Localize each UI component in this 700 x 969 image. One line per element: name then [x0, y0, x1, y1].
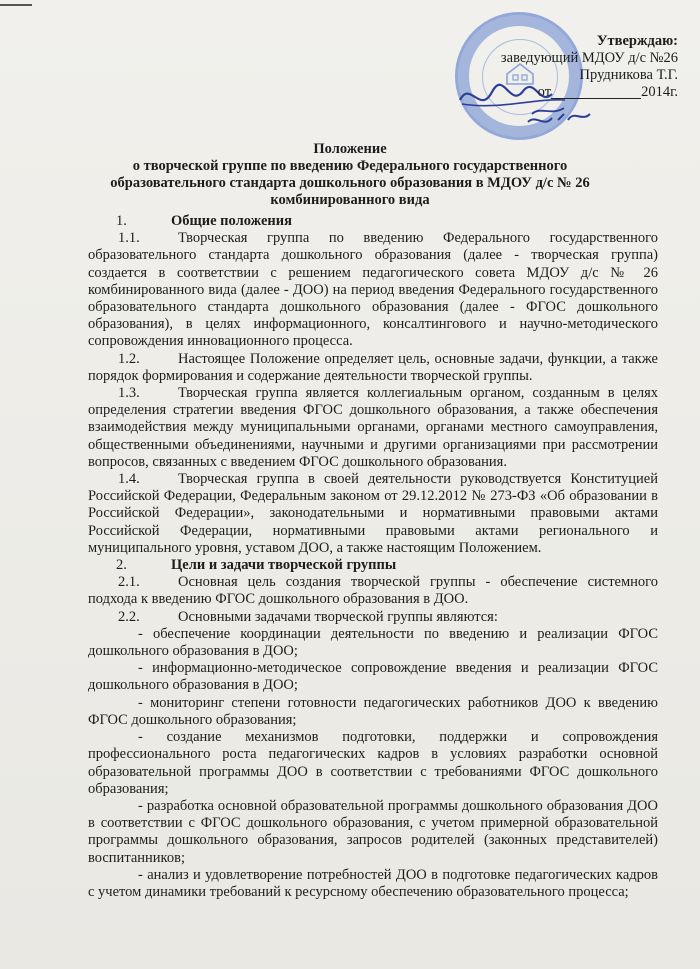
approval-name: Прудникова Т.Г. [579, 67, 678, 83]
paragraph [88, 574, 658, 608]
paragraph-number: 1.3. [118, 385, 140, 402]
paragraph-text: Основная цель создания творческой группы - обеспечение системного подхода к введению ФГОС дошкольного образования в ДОО. [88, 574, 658, 608]
approval-title: Утверждаю: [596, 33, 678, 49]
paragraph-text: Творческая группа в своей деятельности руководствуется Конституцией Российской Федерации, Федеральным законом от 29.12.2012 № 273-ФЗ «Об образовании в Российской Федерации», законодательными и нормативными правовыми актами Российской Федерации, нормативными правовыми актами регионального и муниципального уровня, уставом ДОО, а также настоящим Положением. [88, 471, 658, 556]
paragraph-number: 1.1. [118, 230, 140, 247]
task-bullet: - анализ и удовлетворение потребностей ДОО в подготовке педагогических кадров с учетом динамики требований к ресурсному обеспечению образовательного процесса; [88, 866, 658, 900]
paragraph-number: 2.1. [118, 574, 140, 591]
document-title-line2: о творческой группе по введению Федерального государственного образовательного стандарта дошкольного образования в МДОУ д/с № 26 комбинированного вида [110, 158, 590, 208]
paragraph-text: Настоящее Положение определяет цель, основные задачи, функции, а также порядок формирования и содержание деятельности творческой группы. [88, 350, 658, 384]
paragraph-text: Основными задачами творческой группы являются: [178, 608, 498, 625]
paragraph [88, 230, 658, 350]
paragraph [88, 385, 658, 471]
section-heading [88, 557, 658, 574]
paragraph [88, 351, 658, 385]
section-number: 1. [116, 213, 127, 229]
task-bullet: - создание механизмов подготовки, поддержки и сопровождения профессионального роста педагогических кадров в условиях разработки основной образовательной программы ДОО в соответствии с требованиями ФГОС дошкольного образования; [88, 729, 658, 797]
approval-date [458, 84, 678, 101]
paragraph [88, 609, 658, 626]
approval-position: заведующий МДОУ д/с №26 [500, 50, 678, 66]
scan-edge-mark [0, 4, 32, 6]
paragraph [88, 471, 658, 557]
approval-date-prefix: от [537, 84, 552, 100]
section-number: 2. [116, 557, 127, 574]
section-title: Цели и задачи творческой группы [171, 557, 397, 574]
task-bullet: - разработка основной образовательной программы дошкольного образования ДОО в соответствии с ФГОС дошкольного образования, с учетом примерной образовательной программы дошкольного образования, запросов родителей (законных представителей) воспитанников; [88, 797, 658, 866]
approval-block [458, 33, 678, 101]
document-body [88, 213, 658, 901]
task-bullet: - обеспечение координации деятельности по введению и реализации ФГОС дошкольного образования в ДОО; [88, 625, 658, 660]
paragraph-text: Творческая группа является коллегиальным органом, созданным в целях определения стратегии введения ФГОС дошкольного образования, а также обеспечения взаимодействия между муниципальными органами, органами местного самоуправления, общественными объединениями, научными и другими организациями при рассмотрении вопросов, связанных с введением ФГОС дошкольного образования. [88, 385, 658, 470]
approval-date-blank [551, 84, 641, 99]
document-title-line1: Положение [313, 141, 387, 157]
approval-date-suffix: 2014г. [641, 84, 678, 100]
paragraph-number: 1.2. [118, 350, 140, 367]
section-heading [88, 213, 658, 230]
task-bullet: - информационно-методическое сопровождение введения и реализации ФГОС дошкольного образования в ДОО; [88, 660, 658, 694]
document-title [100, 141, 600, 209]
paragraph-number: 1.4. [118, 471, 140, 488]
paragraph-text: Творческая группа по введению Федерального государственного образовательного стандарта дошкольного образования (далее - творческая группа) создается в соответствии с решением педагогического совета МДОУ д/с № 26 комбинированного вида (далее - ДОО) на период введения Федерального государственного образовательного стандарта дошкольного образования (далее - ФГОС дошкольного образования), в целях информационного, консалтингового и научно-методического сопровождения инновационного процесса. [88, 230, 658, 350]
paragraph-number: 2.2. [118, 608, 140, 625]
task-bullet: - мониторинг степени готовности педагогических работников ДОО к введению ФГОС дошкольного образования; [88, 694, 658, 728]
section-title: Общие положения [171, 213, 292, 229]
